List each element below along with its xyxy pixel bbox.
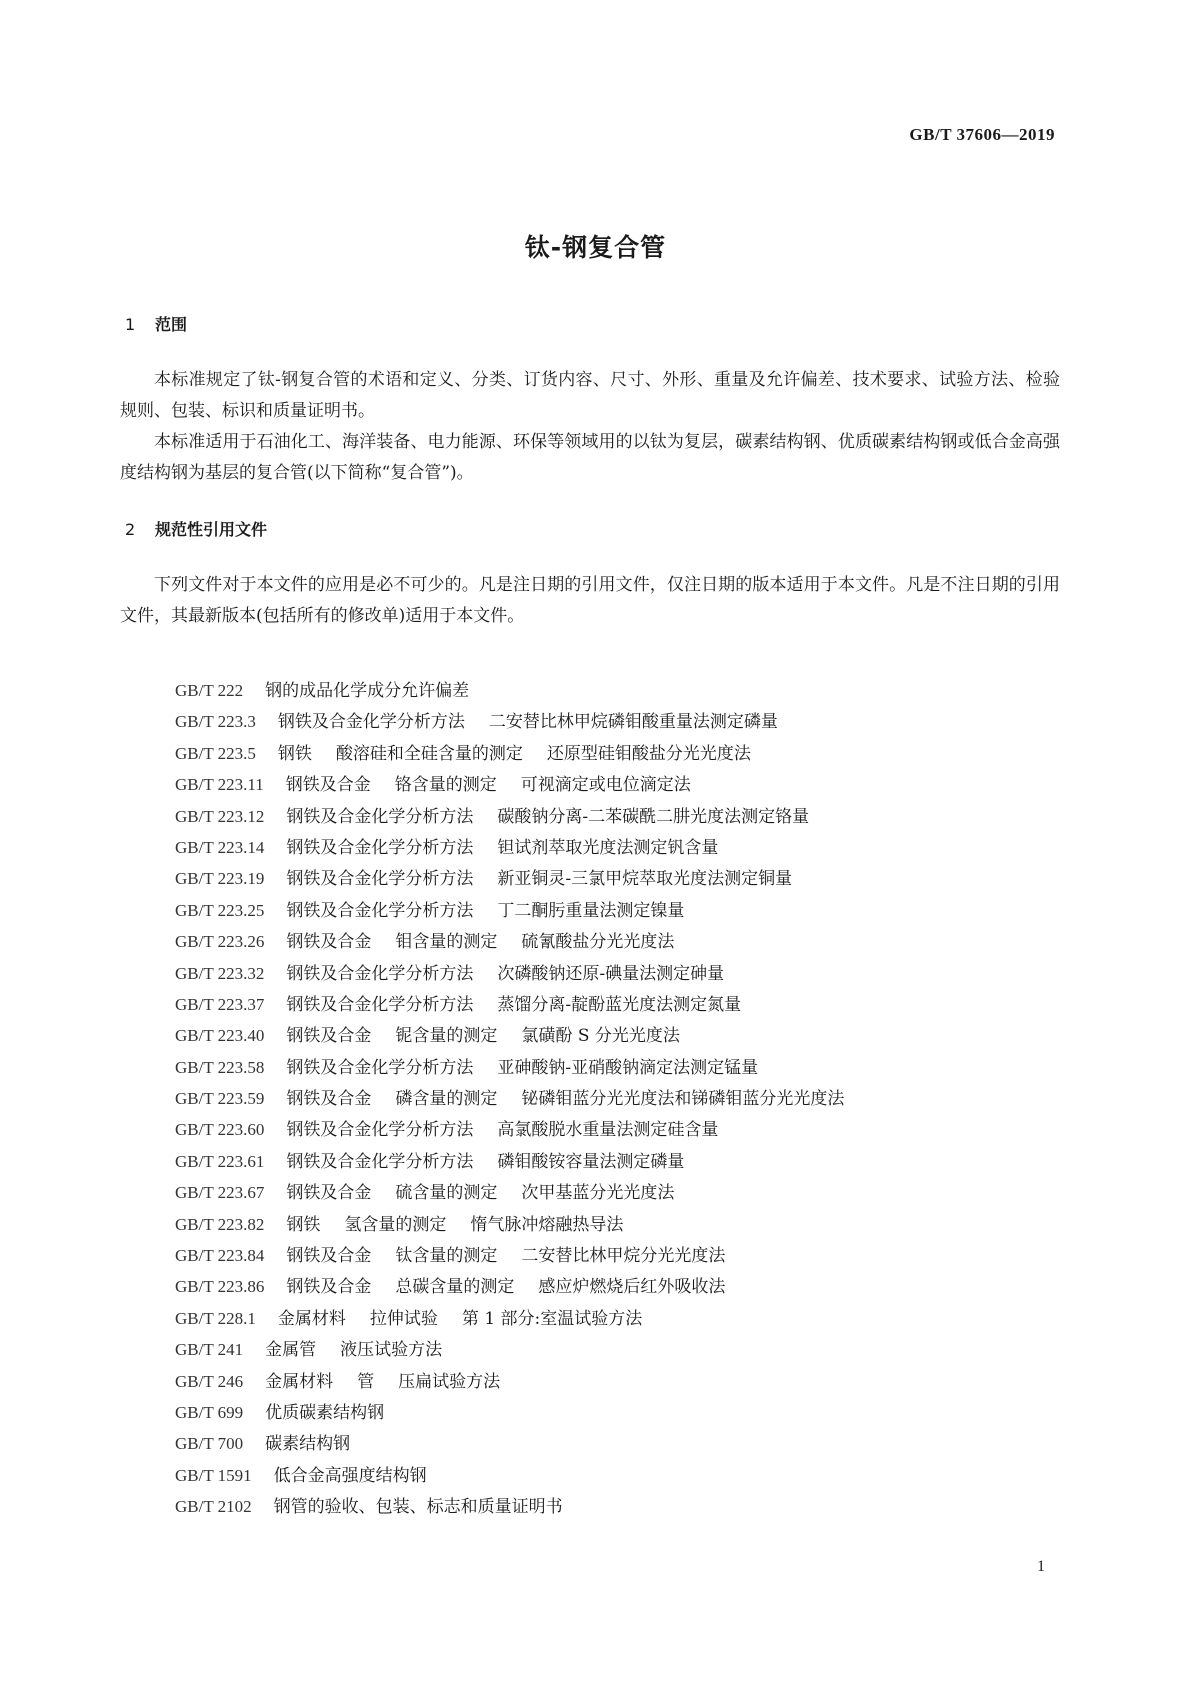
reference-code: GB/T 223.12	[175, 806, 265, 826]
reference-title-part: 铋磷钼蓝分光光度法和锑磷钼蓝分光光度法	[521, 1089, 845, 1110]
reference-title-part: 钢铁及合金化学分析方法	[277, 712, 465, 733]
reference-title-part: 硫含量的测定	[395, 1183, 498, 1204]
reference-item	[175, 1083, 868, 1114]
reference-title-part: 钽试剂萃取光度法测定钒含量	[497, 837, 719, 858]
reference-code: GB/T 223.32	[175, 963, 265, 983]
reference-title-part: 钢铁及合金化学分析方法	[286, 1120, 474, 1141]
reference-code: GB/T 1591	[175, 1465, 252, 1485]
reference-title-part: 低合金高强度结构钢	[273, 1465, 427, 1486]
reference-code: GB/T 223.84	[175, 1246, 265, 1266]
reference-title-part: 二安替比林甲烷磷钼酸重量法测定磷量	[488, 712, 778, 733]
reference-code: GB/T 223.58	[175, 1057, 265, 1077]
scope-paragraph-2: 本标准适用于石油化工、海洋装备、电力能源、环保等领域用的以钛为复层，碳素结构钢、优质碳素结构钢或低合金高强度结构钢为基层的复合管(以下简称“复合管”)。	[120, 432, 1060, 483]
reference-item	[175, 863, 868, 894]
reference-code: GB/T 228.1	[175, 1308, 256, 1328]
reference-item	[175, 1271, 868, 1302]
reference-title-part: 钢铁	[277, 743, 312, 764]
reference-title-part: 酸溶硅和全硅含量的测定	[335, 743, 523, 764]
reference-title-part: 惰气脉冲熔融热导法	[470, 1214, 624, 1235]
reference-title-part: 氯磺酚 S 分光光度法	[521, 1026, 680, 1047]
reference-item	[175, 1052, 868, 1083]
reference-code: GB/T 223.59	[175, 1089, 265, 1109]
reference-title-part: 钢铁及合金化学分析方法	[286, 869, 474, 890]
reference-title-part: 总碳含量的测定	[395, 1277, 515, 1298]
reference-code: GB/T 223.60	[175, 1120, 265, 1140]
reference-title-part: 金属材料	[265, 1371, 334, 1392]
section-heading-normative-references	[125, 517, 267, 540]
reference-code: GB/T 2102	[175, 1497, 252, 1517]
reference-title-part: 磷含量的测定	[395, 1089, 498, 1110]
reference-item	[175, 1209, 868, 1240]
reference-title-part: 压扁试验方法	[398, 1371, 501, 1392]
reference-item	[175, 895, 868, 926]
reference-code: GB/T 222	[175, 681, 244, 700]
reference-title-part: 钼含量的测定	[395, 932, 498, 953]
reference-item	[175, 1460, 868, 1491]
reference-item	[175, 1334, 868, 1365]
reference-title-part: 感应炉燃烧后红外吸收法	[538, 1277, 726, 1298]
reference-title-part: 钢铁及合金化学分析方法	[286, 1057, 474, 1078]
section-number: 2	[125, 520, 136, 539]
reference-item	[175, 706, 868, 737]
reference-title-part: 铬含量的测定	[394, 775, 497, 796]
reference-item	[175, 1303, 868, 1334]
reference-title-part: 第 1 部分:室温试验方法	[461, 1308, 643, 1329]
reference-item	[175, 801, 868, 832]
reference-title-part: 钢铁及合金化学分析方法	[286, 806, 474, 827]
reference-title-part: 钢铁及合金化学分析方法	[286, 994, 474, 1015]
reference-item	[175, 926, 868, 957]
reference-title-part: 管	[357, 1371, 375, 1392]
reference-code: GB/T 223.19	[175, 869, 265, 889]
reference-item	[175, 958, 868, 989]
reference-title-part: 钢铁及合金	[286, 1026, 372, 1047]
reference-code: GB/T 223.14	[175, 837, 265, 857]
reference-item	[175, 1114, 868, 1145]
reference-title-part: 钢铁及合金	[286, 1246, 372, 1267]
reference-title-part: 钢铁及合金化学分析方法	[286, 1151, 474, 1172]
reference-title-part: 钢铁及合金	[286, 1089, 372, 1110]
reference-title-part: 碳酸钠分离-二苯碳酰二肼光度法测定铬量	[497, 806, 810, 827]
reference-list	[175, 675, 868, 1523]
reference-code: GB/T 223.5	[175, 743, 256, 763]
reference-code: GB/T 223.26	[175, 932, 265, 952]
reference-title-part: 高氯酸脱水重量法测定硅含量	[497, 1120, 719, 1141]
reference-item	[175, 769, 868, 800]
reference-item	[175, 1020, 868, 1051]
section-title: 规范性引用文件	[155, 520, 268, 539]
section-heading-scope	[125, 312, 187, 335]
document-title: 钛-钢复合管	[524, 233, 667, 262]
reference-title-part: 钢铁及合金	[286, 1277, 372, 1298]
reference-title-part: 氢含量的测定	[344, 1214, 447, 1235]
reference-title-part: 碳素结构钢	[265, 1434, 351, 1455]
reference-item	[175, 989, 868, 1020]
reference-title-part: 蒸馏分离-靛酚蓝光度法测定氮量	[497, 994, 742, 1015]
reference-item	[175, 1146, 868, 1177]
reference-title-part: 金属材料	[277, 1308, 346, 1329]
reference-title-part: 钢铁及合金化学分析方法	[286, 963, 474, 984]
reference-title-part: 磷钼酸铵容量法测定磷量	[497, 1151, 685, 1172]
section-title: 范围	[155, 315, 188, 334]
reference-title-part: 还原型硅钼酸盐分光光度法	[546, 743, 751, 764]
reference-code: GB/T 223.11	[175, 775, 264, 795]
reference-title-part: 钢铁及合金	[286, 1183, 372, 1204]
reference-title-part: 钢铁及合金化学分析方法	[286, 900, 474, 921]
reference-title-part: 钢铁及合金化学分析方法	[286, 837, 474, 858]
reference-item	[175, 1428, 868, 1459]
reference-title-part: 拉伸试验	[369, 1308, 438, 1329]
reference-item	[175, 738, 868, 769]
reference-item	[175, 675, 868, 706]
reference-code: GB/T 223.82	[175, 1214, 265, 1234]
reference-title-part: 金属管	[265, 1340, 317, 1361]
reference-title-part: 可视滴定或电位滴定法	[520, 775, 691, 796]
reference-title-part: 钢铁	[286, 1214, 321, 1235]
reference-title-part: 丁二酮肟重量法测定镍量	[497, 900, 685, 921]
reference-item	[175, 1491, 868, 1522]
reference-title-part: 钢的成品化学成分允许偏差	[265, 681, 470, 701]
reference-title-part: 次磷酸钠还原-碘量法测定砷量	[497, 963, 725, 984]
reference-item	[175, 1177, 868, 1208]
reference-item	[175, 1240, 868, 1271]
section-number: 1	[125, 315, 136, 334]
page-number: 1	[1037, 1558, 1045, 1575]
reference-code: GB/T 223.86	[175, 1277, 265, 1297]
reference-title-part: 次甲基蓝分光光度法	[521, 1183, 675, 1204]
reference-item	[175, 1397, 868, 1428]
references-intro-paragraph: 下列文件对于本文件的应用是必不可少的。凡是注日期的引用文件，仅注日期的版本适用于本文件。凡是不注日期的引用文件，其最新版本(包括所有的修改单)适用于本文件。	[120, 575, 1060, 626]
reference-code: GB/T 223.25	[175, 900, 265, 920]
reference-item	[175, 832, 868, 863]
reference-code: GB/T 223.3	[175, 712, 256, 732]
reference-code: GB/T 223.40	[175, 1026, 265, 1046]
reference-title-part: 新亚铜灵-三氯甲烷萃取光度法测定铜量	[497, 869, 793, 890]
reference-title-part: 钛含量的测定	[395, 1246, 498, 1267]
reference-item	[175, 1366, 868, 1397]
reference-title-part: 硫氰酸盐分光光度法	[521, 932, 675, 953]
reference-title-part: 铌含量的测定	[395, 1026, 498, 1047]
reference-title-part: 钢铁及合金	[286, 932, 372, 953]
reference-code: GB/T 223.61	[175, 1151, 265, 1171]
reference-title-part: 二安替比林甲烷分光光度法	[521, 1246, 726, 1267]
scope-paragraph-1: 本标准规定了钛-钢复合管的术语和定义、分类、订货内容、尺寸、外形、重量及允许偏差、技术要求、试验方法、检验规则、包装、标识和质量证明书。	[120, 370, 1060, 421]
reference-title-part: 液压试验方法	[340, 1340, 443, 1361]
reference-title-part: 钢管的验收、包装、标志和质量证明书	[273, 1497, 563, 1518]
reference-title-part: 优质碳素结构钢	[265, 1402, 385, 1423]
reference-title-part: 钢铁及合金	[285, 775, 371, 796]
reference-code: GB/T 223.37	[175, 994, 265, 1014]
reference-code: GB/T 699	[175, 1402, 244, 1422]
reference-code: GB/T 241	[175, 1340, 244, 1360]
reference-title-part: 亚砷酸钠-亚硝酸钠滴定法测定锰量	[497, 1057, 759, 1078]
reference-code: GB/T 700	[175, 1434, 244, 1454]
reference-code: GB/T 246	[175, 1371, 244, 1391]
standard-code: GB/T 37606—2019	[909, 125, 1055, 144]
reference-code: GB/T 223.67	[175, 1183, 265, 1203]
